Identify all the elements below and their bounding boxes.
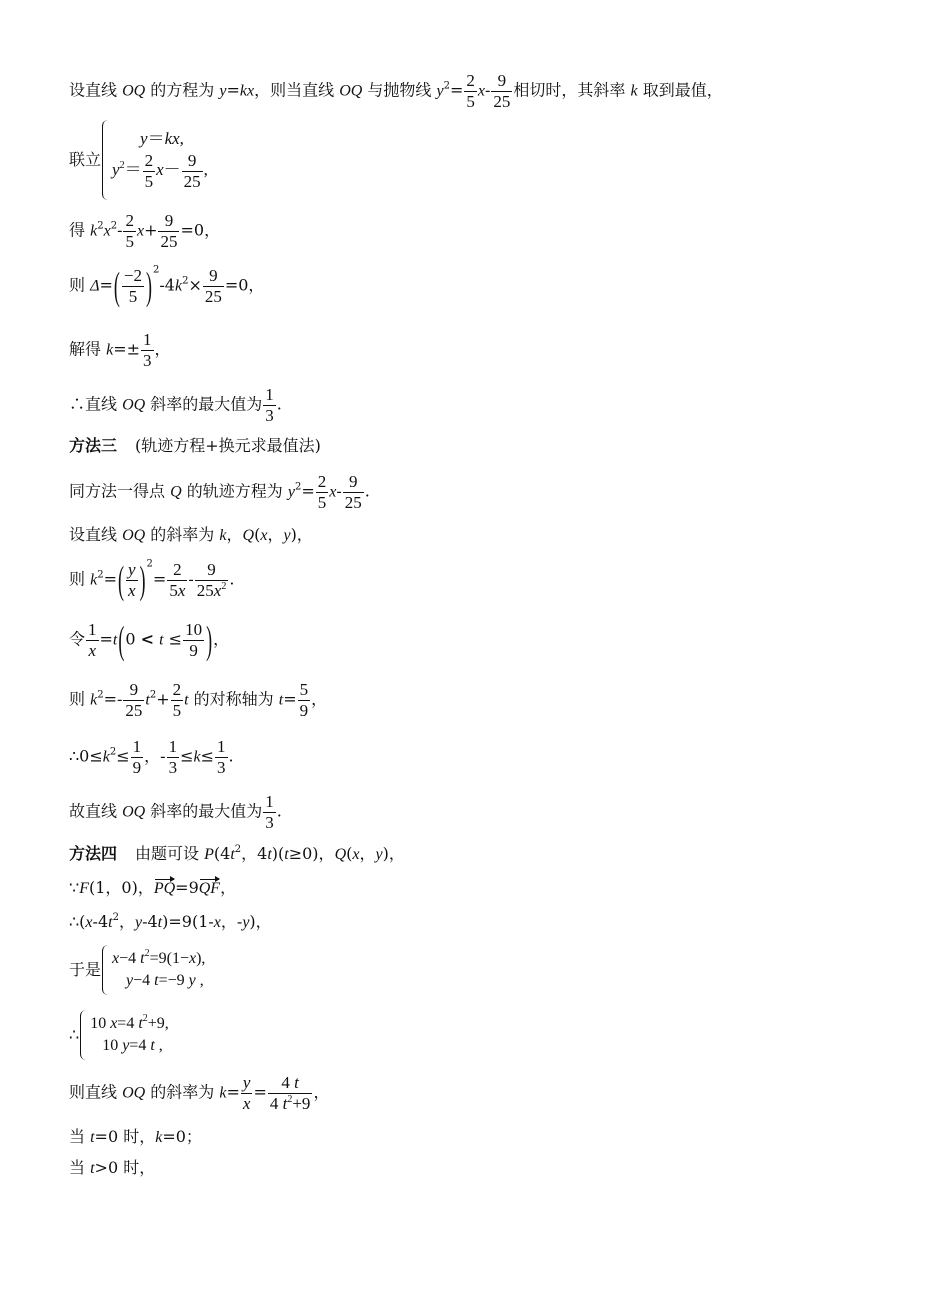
line-k-squared: 则 $k^2=$( $\frac{y}{x}$ )$^2$= $\frac{2}{5x}$ - $\frac{9}{25x^2}$ . bbox=[69, 558, 235, 603]
line-substitution: 令 $\frac{1}{x}$ =t(0 < t ≤ $\frac{10}{9}$ )， bbox=[69, 618, 230, 663]
method-three-heading: 方法三 (轨迹方程+换元求最值法) bbox=[69, 436, 321, 455]
line-axis-of-symmetry: 则 $k^2=-$ $\frac{9}{25}$ $t^2+$ $\frac{2}{5}$ t 的对称轴为 t= $\frac{5}{9}$ ， bbox=[69, 680, 328, 720]
line-slope-expression: 则直线 OQ 的斜率为 k= $\frac{y}{x}$ = $\frac{4 t}{4 t^2+9}$ ， bbox=[69, 1073, 330, 1113]
line-component-system: 于是 x−4 $t^2=9(1-x)$, y−4 t=−9 y , bbox=[69, 945, 205, 995]
line-conclusion-2: 故直线 OQ 斜率的最大值为 $\frac{1}{3}$ . bbox=[69, 792, 282, 832]
method-four-heading: 方法四 由题可设 $P(4t^2$，4t)(t≥0)，Q(x，y)， bbox=[69, 844, 405, 863]
line-simultaneous-system: 联立 y＝kx, $y^2=$ $\frac{2}{5}$ x－ $\frac{9}{25}$ , bbox=[69, 120, 208, 200]
line-vector-components: $\therefore(x-4t^2$，y-4t)=9(1-x，-y)， bbox=[69, 912, 272, 931]
line-conclusion-1: ∴直线 OQ 斜率的最大值为 $\frac{1}{3}$ . bbox=[69, 385, 282, 425]
line-simplified-system: ∴ 10 x=4 $t^2+9$, 10 y=4 t , bbox=[69, 1010, 169, 1060]
line-solve-k: 解得 k=± $\frac{1}{3}$ ， bbox=[69, 330, 171, 370]
line-case-t-zero: 当 t=0 时，k=0； bbox=[69, 1127, 202, 1146]
line-locus-equation: 同方法一得点 Q 的轨迹方程为 $y^2=$ $\frac{2}{5}$ x- $\frac{9}{25}$ . bbox=[69, 472, 370, 512]
line-tangent-setup: 设直线 OQ 的方程为 y=kx，则当直线 OQ 与抛物线 $y^2=$ $\frac{2}{5}$ x- $\frac{9}{25}$ 相切时，其斜率 k 取到最值， bbox=[69, 71, 723, 111]
line-vector-condition: ∵F(1，0)，PQ=9QF， bbox=[69, 878, 237, 897]
line-slope-setup: 设直线 OQ 的斜率为 k，Q(x，y)， bbox=[69, 525, 313, 544]
line-quadratic: 得 $k^2x^2-$ $\frac{2}{5}$ x+ $\frac{9}{25}$ =0， bbox=[69, 211, 221, 251]
line-case-t-positive: 当 t>0 时， bbox=[69, 1158, 156, 1177]
line-k-range: $\therefore 0\le k^2\le$ $\frac{1}{9}$ ，- $\frac{1}{3}$ ≤k≤ $\frac{1}{3}$ . bbox=[69, 737, 234, 777]
line-discriminant: 则 Δ=( $\frac{-2}{5}$ )$^2-4k^2\times$ $\frac{9}{25}$ =0， bbox=[69, 264, 265, 309]
